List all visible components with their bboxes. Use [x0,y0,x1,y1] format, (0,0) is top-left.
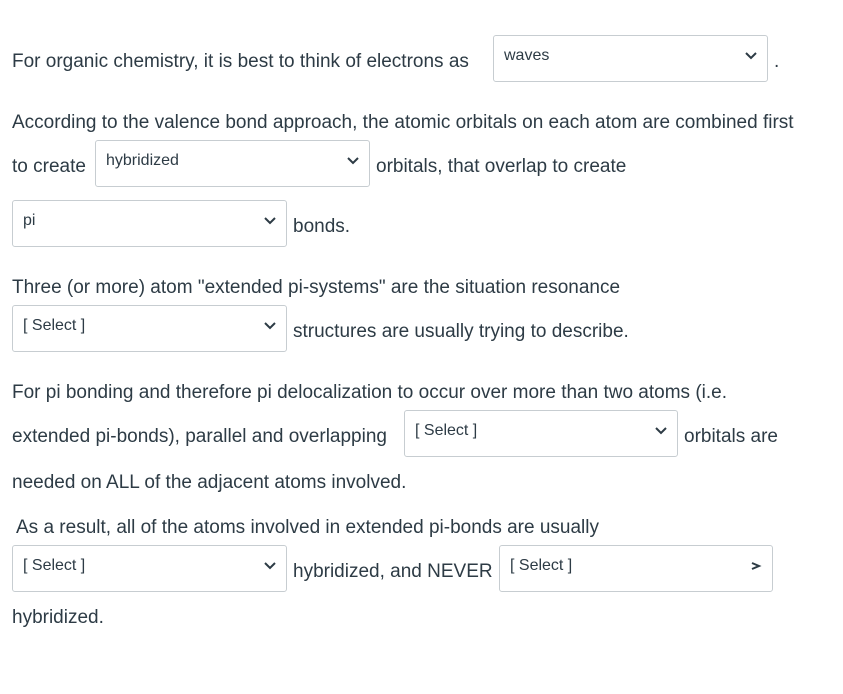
q5-text-line1: As a result, all of the atoms involved in extended pi-bonds are usually [16,517,599,538]
q3-text-after: structures are usually trying to describe. [293,321,629,342]
q2-text-orbitals: orbitals, that overlap to create [376,156,627,177]
q5-dropdown-never[interactable] [499,545,773,592]
q5-text-end: hybridized. [12,607,104,628]
q2-text-line1: According to the valence bond approach, the atomic orbitals on each atom are combined first [12,112,794,133]
chevron-down-icon [263,216,277,226]
q5-dropdown-usually[interactable] [12,545,287,592]
chevron-down-icon [263,321,277,331]
q4-text-line3: needed on ALL of the adjacent atoms involved. [12,472,407,493]
q4-text-before: extended pi-bonds), parallel and overlapping [12,426,387,447]
q2-text-to-create: to create [12,156,86,177]
chevron-down-icon [263,561,277,571]
q5-text-middle: hybridized, and NEVER [293,561,493,582]
chevron-down-icon [654,426,668,436]
q2-text-bonds: bonds. [293,216,351,237]
q4-text-after: orbitals are [684,426,778,447]
q1-dropdown-value: waves [504,47,550,64]
q3-dropdown-value: [ Select ] [23,317,86,334]
q4-text-line1: For pi bonding and therefore pi delocalization to occur over more than two atoms (i.e. [12,382,727,403]
q5-dropdown2-value: [ Select ] [510,557,573,574]
q4-dropdown-value: [ Select ] [415,422,478,439]
q2-dropdown-hybridized[interactable] [95,140,370,187]
q1-period: . [774,51,780,72]
q2-dropdown-bond-type[interactable] [12,200,287,247]
q3-dropdown[interactable] [12,305,287,352]
q4-dropdown[interactable] [404,410,678,457]
chevron-down-icon [744,51,758,61]
q5-dropdown1-value: [ Select ] [23,557,86,574]
q1-text: For organic chemistry, it is best to think of electrons as [12,51,469,72]
q1-dropdown[interactable] [493,35,768,82]
chevron-down-icon [346,156,360,166]
q2-dropdown-value: hybridized [106,152,179,169]
q3-text-line1: Three (or more) atom "extended pi-systems" are the situation resonance [12,277,621,298]
q2-dropdown2-value: pi [23,212,36,229]
chevron-down-icon [749,561,763,571]
